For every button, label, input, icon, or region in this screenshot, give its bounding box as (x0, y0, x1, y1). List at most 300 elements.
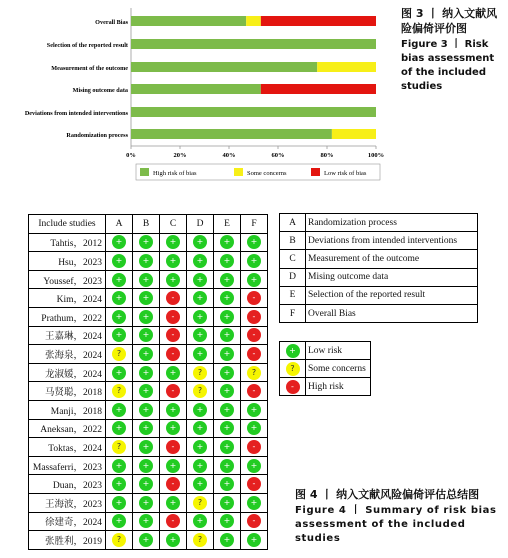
risk-dot-low: + (139, 477, 153, 491)
risk-cell (187, 438, 214, 457)
risk-dot-low: + (166, 459, 180, 473)
domain-key: F (280, 304, 306, 322)
risk-dot-low: + (247, 273, 261, 287)
domain-text: Randomization process (306, 214, 478, 232)
table-row (29, 307, 268, 326)
risk-cell (214, 493, 241, 512)
bar-high (131, 62, 317, 72)
table-row (29, 326, 268, 345)
risk-cell (214, 345, 241, 364)
legend-row (280, 360, 371, 378)
bar-high (131, 16, 246, 26)
risk-dot-low: + (139, 403, 153, 417)
risk-dot-low: + (220, 496, 234, 510)
risk-dot-low: + (220, 235, 234, 249)
legend-symbol-cell (280, 360, 306, 378)
risk-cell (214, 456, 241, 475)
figure4-caption (295, 487, 505, 546)
risk-cell (187, 252, 214, 271)
legend-row (280, 342, 371, 360)
header-col-A: A (106, 215, 133, 234)
risk-cell (187, 363, 214, 382)
risk-cell (106, 270, 133, 289)
risk-dot-low: + (247, 254, 261, 268)
x-tick-label: 100% (367, 152, 385, 159)
risk-cell (187, 493, 214, 512)
symbol-legend-table (279, 341, 371, 396)
risk-dot-low: + (112, 366, 126, 380)
risk-dot-low: + (220, 514, 234, 528)
risk-dot-low: + (139, 440, 153, 454)
risk-dot-low: + (112, 254, 126, 268)
risk-cell (106, 512, 133, 531)
risk-cell (106, 289, 133, 308)
risk-dot-low: + (166, 496, 180, 510)
risk-dot-high: - (247, 291, 261, 305)
header-include-studies: Include studies (29, 215, 106, 234)
risk-dot-some: ? (112, 384, 126, 398)
domain-row (280, 232, 478, 250)
risk-cell (214, 531, 241, 550)
risk-dot-low: + (193, 254, 207, 268)
risk-cell (241, 289, 268, 308)
x-tick-label: 20% (173, 152, 187, 159)
category-label: Mising outcome data (72, 87, 128, 94)
risk-dot-low: + (112, 328, 126, 342)
risk-dot-low: + (139, 291, 153, 305)
risk-dot-high: - (166, 347, 180, 361)
risk-cell (106, 456, 133, 475)
risk-cell (241, 456, 268, 475)
table-row (29, 363, 268, 382)
risk-dot-low: + (139, 496, 153, 510)
risk-cell (160, 400, 187, 419)
bar-some (246, 16, 261, 26)
domain-key: C (280, 250, 306, 268)
risk-dot-high: - (166, 310, 180, 324)
study-name: 马贤聪，2018 (29, 382, 106, 401)
risk-cell (160, 438, 187, 457)
risk-dot-low: + (193, 347, 207, 361)
risk-cell (160, 326, 187, 345)
risk-cell (187, 307, 214, 326)
domain-row (280, 214, 478, 232)
risk-dot-high: - (247, 514, 261, 528)
risk-cell (133, 475, 160, 494)
risk-dot-low: + (112, 477, 126, 491)
risk-cell (133, 270, 160, 289)
risk-cell (106, 475, 133, 494)
risk-dot-low: + (220, 328, 234, 342)
legend-row (280, 378, 371, 396)
category-label: Randomization process (66, 132, 128, 139)
risk-dot-low: + (220, 459, 234, 473)
risk-cell (106, 493, 133, 512)
legend-text: Some concerns (306, 360, 371, 378)
study-name: Duan，2023 (29, 475, 106, 494)
risk-dot-low: + (166, 533, 180, 547)
risk-cell (214, 438, 241, 457)
risk-dot-low: + (220, 254, 234, 268)
table-row (29, 382, 268, 401)
risk-cell (133, 252, 160, 271)
table-row (29, 512, 268, 531)
bar-some (317, 62, 376, 72)
risk-cell (106, 363, 133, 382)
risk-dot-some: ? (112, 347, 126, 361)
domain-key-table (279, 213, 478, 323)
risk-dot-high: - (166, 440, 180, 454)
risk-dot-low: + (220, 533, 234, 547)
risk-cell (187, 419, 214, 438)
bar-low (261, 84, 376, 94)
risk-cell (106, 233, 133, 252)
category-label: Measurement of the outcome (51, 65, 128, 72)
risk-cell (160, 345, 187, 364)
risk-cell (106, 307, 133, 326)
study-name: 徐建奇，2024 (29, 512, 106, 531)
risk-dot-low: + (193, 403, 207, 417)
figure3-caption-en: Figure 3 丨 Risk bias assessment of the included studies (401, 39, 495, 92)
risk-dot-low: + (112, 235, 126, 249)
risk-dot-some: ? (193, 496, 207, 510)
risk-cell (187, 531, 214, 550)
study-name: Massaferri，2023 (29, 456, 106, 475)
risk-dot-some: ? (193, 366, 207, 380)
legend-dot: + (286, 344, 300, 358)
study-name: 王海波，2023 (29, 493, 106, 512)
risk-dot-low: + (220, 347, 234, 361)
risk-dot-low: + (112, 291, 126, 305)
risk-cell (106, 326, 133, 345)
risk-cell (241, 345, 268, 364)
risk-cell (160, 252, 187, 271)
table-row (29, 289, 268, 308)
risk-cell (133, 531, 160, 550)
risk-dot-low: + (220, 366, 234, 380)
risk-dot-high: - (247, 310, 261, 324)
risk-dot-low: + (193, 421, 207, 435)
figure3-caption-zh: 图 3 丨 纳入文献风险偏倚评价图 (401, 7, 498, 35)
risk-dot-low: + (247, 235, 261, 249)
bar-high (131, 129, 332, 139)
study-name: Aneksan，2022 (29, 419, 106, 438)
x-tick-label: 40% (222, 152, 236, 159)
risk-cell (133, 512, 160, 531)
risk-cell (133, 233, 160, 252)
risk-dot-low: + (139, 459, 153, 473)
table-row (29, 400, 268, 419)
risk-dot-low: + (112, 310, 126, 324)
risk-cell (187, 382, 214, 401)
risk-dot-low: + (166, 366, 180, 380)
risk-cell (106, 400, 133, 419)
risk-cell (214, 475, 241, 494)
risk-dot-low: + (220, 291, 234, 305)
risk-dot-low: + (139, 366, 153, 380)
risk-dot-low: + (139, 273, 153, 287)
bar-high (131, 84, 261, 94)
risk-cell (160, 512, 187, 531)
risk-dot-low: + (112, 273, 126, 287)
legend-symbol-cell (280, 378, 306, 396)
risk-cell (160, 363, 187, 382)
risk-cell (241, 270, 268, 289)
risk-cell (133, 400, 160, 419)
risk-dot-low: + (220, 403, 234, 417)
risk-dot-low: + (220, 421, 234, 435)
domain-text: Overall Bias (306, 304, 478, 322)
risk-cell (214, 307, 241, 326)
risk-cell (241, 438, 268, 457)
risk-dot-low: + (139, 384, 153, 398)
risk-dot-high: - (247, 384, 261, 398)
risk-cell (214, 289, 241, 308)
risk-dot-low: + (247, 533, 261, 547)
risk-cell (187, 456, 214, 475)
risk-cell (133, 456, 160, 475)
risk-dot-low: + (193, 291, 207, 305)
x-tick-label: 80% (320, 152, 334, 159)
legend-label: Some concerns (247, 170, 287, 177)
risk-cell (106, 419, 133, 438)
risk-dot-low: + (112, 421, 126, 435)
risk-cell (160, 475, 187, 494)
risk-cell (133, 307, 160, 326)
legend-swatch-high (140, 168, 149, 176)
bar-high (131, 39, 376, 49)
risk-dot-low: + (247, 403, 261, 417)
risk-cell (241, 493, 268, 512)
risk-dot-high: - (247, 477, 261, 491)
risk-cell (214, 419, 241, 438)
risk-cell (241, 307, 268, 326)
table-header-row (29, 215, 268, 234)
domain-key: B (280, 232, 306, 250)
figure4-caption-en: Figure 4 丨 Summary of risk bias assessment of the included studies (295, 505, 497, 544)
risk-dot-low: + (193, 235, 207, 249)
domain-row (280, 286, 478, 304)
risk-cell (241, 233, 268, 252)
risk-dot-high: - (247, 328, 261, 342)
risk-cell (133, 363, 160, 382)
study-name: Hsu，2023 (29, 252, 106, 271)
risk-cell (214, 512, 241, 531)
risk-cell (106, 531, 133, 550)
legend-symbol-cell (280, 342, 306, 360)
study-name: Toktas，2024 (29, 438, 106, 457)
risk-cell (106, 382, 133, 401)
risk-summary-table (28, 214, 268, 550)
study-name: 王嘉琳，2024 (29, 326, 106, 345)
legend-swatch-low (311, 168, 320, 176)
table-row (29, 493, 268, 512)
domain-row (280, 268, 478, 286)
risk-dot-low: + (193, 328, 207, 342)
figure4-caption-zh: 图 4 丨 纳入文献风险偏倚评估总结图 (295, 488, 480, 501)
bar-low (261, 16, 376, 26)
risk-cell (133, 493, 160, 512)
risk-dot-some: ? (112, 440, 126, 454)
risk-dot-low: + (139, 347, 153, 361)
study-name: Tahtis，2012 (29, 233, 106, 252)
header-col-E: E (214, 215, 241, 234)
legend-dot: - (286, 380, 300, 394)
risk-cell (133, 419, 160, 438)
legend-dot: ? (286, 362, 300, 376)
risk-cell (241, 400, 268, 419)
risk-dot-low: + (139, 254, 153, 268)
domain-row (280, 304, 478, 322)
x-tick-label: 0% (126, 152, 136, 159)
risk-cell (160, 289, 187, 308)
risk-cell (187, 270, 214, 289)
risk-dot-low: + (220, 440, 234, 454)
category-label: Selection of the reported result (46, 42, 128, 49)
risk-cell (241, 382, 268, 401)
risk-cell (214, 400, 241, 419)
risk-cell (187, 289, 214, 308)
risk-cell (187, 326, 214, 345)
risk-cell (214, 270, 241, 289)
risk-cell (187, 233, 214, 252)
risk-dot-low: + (193, 459, 207, 473)
risk-dot-low: + (139, 310, 153, 324)
risk-dot-low: + (139, 235, 153, 249)
risk-cell (241, 252, 268, 271)
risk-dot-low: + (112, 514, 126, 528)
risk-cell (241, 326, 268, 345)
risk-dot-low: + (193, 273, 207, 287)
risk-dot-high: - (166, 514, 180, 528)
risk-cell (241, 512, 268, 531)
risk-dot-low: + (220, 384, 234, 398)
risk-cell (160, 307, 187, 326)
risk-dot-high: - (166, 291, 180, 305)
risk-cell (133, 326, 160, 345)
study-name: Youssef，2023 (29, 270, 106, 289)
domain-text: Selection of the reported result (306, 286, 478, 304)
risk-cell (106, 438, 133, 457)
risk-dot-low: + (247, 496, 261, 510)
risk-dot-low: + (247, 459, 261, 473)
risk-cell (160, 531, 187, 550)
domain-key: A (280, 214, 306, 232)
table-row (29, 456, 268, 475)
risk-cell (133, 382, 160, 401)
table-row (29, 252, 268, 271)
risk-dot-low: + (139, 328, 153, 342)
risk-cell (241, 531, 268, 550)
risk-dot-some: ? (247, 366, 261, 380)
risk-dot-low: + (166, 235, 180, 249)
risk-cell (133, 345, 160, 364)
category-label: Deviations from intended interventions (24, 110, 128, 117)
table-row (29, 531, 268, 550)
header-col-D: D (187, 215, 214, 234)
risk-dot-low: + (139, 514, 153, 528)
risk-cell (160, 233, 187, 252)
risk-cell (160, 456, 187, 475)
study-name: Prathum，2022 (29, 307, 106, 326)
risk-dot-some: ? (193, 384, 207, 398)
study-name: Manji，2018 (29, 400, 106, 419)
header-col-B: B (133, 215, 160, 234)
legend-text: High risk (306, 378, 371, 396)
risk-dot-low: + (166, 254, 180, 268)
study-name: Kim，2024 (29, 289, 106, 308)
risk-cell (160, 419, 187, 438)
risk-cell (187, 400, 214, 419)
table-row (29, 345, 268, 364)
risk-dot-low: + (220, 477, 234, 491)
risk-dot-high: - (247, 440, 261, 454)
risk-cell (214, 252, 241, 271)
risk-cell (187, 475, 214, 494)
domain-key: D (280, 268, 306, 286)
x-tick-label: 60% (271, 152, 285, 159)
risk-cell (241, 475, 268, 494)
risk-cell (241, 363, 268, 382)
risk-dot-low: + (193, 514, 207, 528)
risk-dot-low: + (193, 440, 207, 454)
risk-cell (214, 326, 241, 345)
risk-dot-low: + (193, 310, 207, 324)
header-col-F: F (241, 215, 268, 234)
header-col-C: C (160, 215, 187, 234)
legend-swatch-some (234, 168, 243, 176)
risk-cell (214, 382, 241, 401)
table-row (29, 438, 268, 457)
risk-dot-some: ? (193, 533, 207, 547)
risk-cell (214, 363, 241, 382)
risk-cell (187, 512, 214, 531)
domain-key: E (280, 286, 306, 304)
domain-text: Deviations from intended interventions (306, 232, 478, 250)
study-name: 龙淑媛，2024 (29, 363, 106, 382)
table-row (29, 419, 268, 438)
legend-label: High risk of bias (153, 170, 197, 177)
risk-cell (160, 270, 187, 289)
risk-dot-low: + (166, 273, 180, 287)
risk-cell (106, 345, 133, 364)
risk-dot-low: + (112, 459, 126, 473)
risk-dot-high: - (166, 477, 180, 491)
risk-dot-low: + (112, 496, 126, 510)
figure3-caption (401, 6, 505, 94)
risk-dot-low: + (166, 403, 180, 417)
risk-cell (241, 419, 268, 438)
risk-dot-low: + (220, 273, 234, 287)
risk-dot-high: - (166, 384, 180, 398)
domain-row (280, 250, 478, 268)
study-name: 张胜利，2019 (29, 531, 106, 550)
risk-dot-low: + (139, 533, 153, 547)
bar-high (131, 107, 376, 117)
risk-dot-some: ? (112, 533, 126, 547)
table-row (29, 233, 268, 252)
risk-dot-low: + (247, 421, 261, 435)
risk-dot-low: + (166, 421, 180, 435)
risk-dot-low: + (220, 310, 234, 324)
risk-dot-low: + (112, 403, 126, 417)
risk-dot-high: - (166, 328, 180, 342)
category-label: Overall Bias (95, 19, 128, 26)
legend-label: Low risk of bias (324, 170, 367, 177)
risk-cell (187, 345, 214, 364)
table-row (29, 270, 268, 289)
domain-text: Measurement of the outcome (306, 250, 478, 268)
